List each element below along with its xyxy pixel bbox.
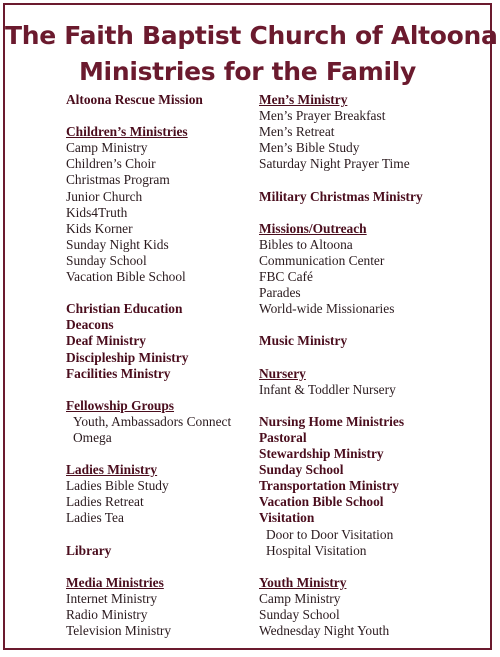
list-item: Sunday School: [66, 252, 147, 268]
ministry-label: Deacons: [66, 317, 114, 333]
ministry-label: Facilities Ministry: [66, 365, 171, 381]
list-item: Bibles to Altoona: [259, 236, 353, 252]
list-item: Hospital Visitation: [266, 542, 367, 558]
list-item: Children’s Choir: [66, 156, 156, 172]
media-ministries-heading: Media Ministries: [66, 574, 164, 590]
list-item: Sunday Night Kids: [66, 236, 169, 252]
mens-ministry-heading: Men’s Ministry: [259, 92, 348, 107]
visitation-label: Visitation: [259, 510, 315, 526]
ministry-label: Discipleship Ministry: [66, 349, 189, 365]
ministry-label: Christian Education: [66, 301, 183, 317]
ministry-label: Nursing Home Ministries: [259, 413, 405, 429]
left-column: [66, 92, 256, 639]
list-item: Ladies Tea: [66, 510, 124, 526]
list-item: Youth, Ambassadors Connect: [73, 413, 232, 429]
church-title: The Faith Baptist Church of Altoona: [5, 21, 498, 50]
list-item: Ladies Retreat: [66, 494, 144, 510]
library-label: Library: [66, 542, 112, 558]
music-ministry-label: Music Ministry: [259, 333, 348, 349]
list-item: Men’s Prayer Breakfast: [259, 108, 386, 124]
list-item: Communication Center: [259, 252, 385, 268]
list-item: Camp Ministry: [259, 590, 341, 606]
list-item: Parades: [259, 285, 301, 301]
ministry-label: Deaf Ministry: [66, 333, 146, 349]
missions-outreach-heading: Missions/Outreach: [259, 220, 367, 236]
list-item: World-wide Missionaries: [259, 301, 395, 317]
youth-ministry-heading: Youth Ministry: [259, 574, 347, 590]
ladies-ministry-heading: Ladies Ministry: [66, 462, 158, 478]
ministry-label: Sunday School: [259, 462, 344, 478]
list-item: Wednesday Night Youth: [259, 623, 390, 639]
right-column: [259, 92, 479, 639]
list-item: Omega: [73, 429, 112, 445]
list-item: Camp Ministry: [66, 140, 148, 156]
military-christmas-label: Military Christmas Ministry: [259, 188, 423, 204]
list-item: Ladies Bible Study: [66, 478, 169, 494]
childrens-ministries-heading: Children’s Ministries: [66, 124, 188, 140]
list-item: Door to Door Visitation: [266, 526, 394, 542]
ministry-label: Pastoral: [259, 429, 307, 445]
list-item: Saturday Night Prayer Time: [259, 156, 410, 172]
list-item: Vacation Bible School: [66, 269, 186, 285]
list-item: Sunday School: [259, 607, 340, 622]
list-item: Christmas Program: [66, 172, 170, 188]
rescue-mission-label: Altoona Rescue Mission: [66, 92, 203, 107]
list-item: Internet Ministry: [66, 590, 158, 606]
list-item: Radio Ministry: [66, 607, 148, 622]
list-item: Kids Korner: [66, 220, 133, 236]
ministry-label: Transportation Ministry: [259, 478, 399, 494]
list-item: Men’s Bible Study: [259, 140, 360, 156]
ministry-label: Vacation Bible School: [259, 494, 384, 510]
page-title: Ministries for the Family: [78, 57, 417, 86]
list-item: Infant & Toddler Nursery: [259, 381, 396, 397]
list-item: FBC Café: [259, 269, 313, 285]
list-item: Men’s Retreat: [259, 124, 335, 140]
nursery-heading: Nursery: [259, 365, 306, 381]
list-item: Kids4Truth: [66, 204, 128, 220]
fellowship-groups-heading: Fellowship Groups: [66, 397, 175, 413]
list-item: Junior Church: [66, 188, 143, 204]
ministry-label: Stewardship Ministry: [259, 446, 384, 462]
list-item: Television Ministry: [66, 623, 172, 639]
